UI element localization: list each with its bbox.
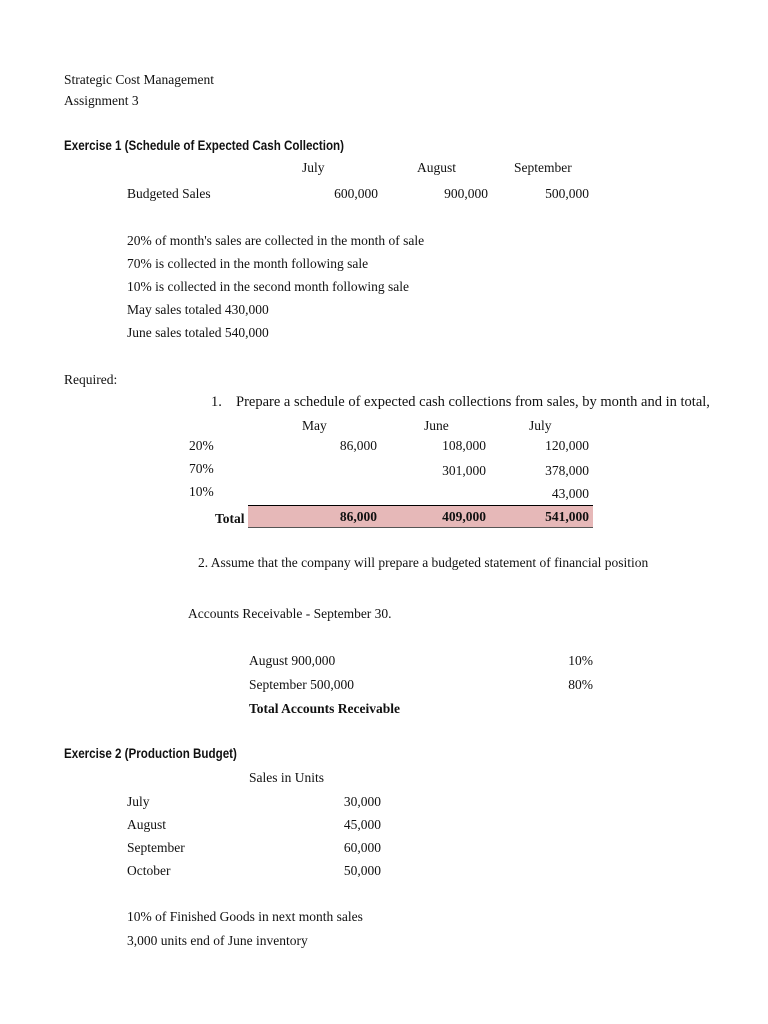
total-may: 86,000 <box>339 509 377 524</box>
sales-july: 600,000 <box>334 186 378 201</box>
assignment-title: Assignment 3 <box>64 93 139 108</box>
ar-row-percent: 10% <box>568 653 593 668</box>
question-1-number: 1. <box>211 394 222 410</box>
sales-august: 900,000 <box>444 186 488 201</box>
ar-row-label: September 500,000 <box>249 677 354 692</box>
note-line: 10% is collected in the second month following sale <box>127 279 409 294</box>
total-july: 541,000 <box>545 509 589 524</box>
units-value: 60,000 <box>343 840 381 855</box>
sales-units-header: Sales in Units <box>249 770 325 785</box>
units-value: 30,000 <box>343 794 381 809</box>
ar-row-percent: 80% <box>568 677 593 692</box>
note-line: May sales totaled 430,000 <box>127 302 269 317</box>
cell-june: 108,000 <box>442 438 486 453</box>
month-label: October <box>127 863 171 878</box>
ar-row-label: August 900,000 <box>249 653 336 668</box>
cell-july: 120,000 <box>545 438 589 453</box>
month-header-september: September <box>514 160 572 175</box>
schedule-header-june: June <box>424 418 449 433</box>
cell-may: 86,000 <box>339 438 377 453</box>
schedule-header-may: May <box>302 418 327 433</box>
cell-june: 301,000 <box>442 463 486 478</box>
cell-july: 378,000 <box>545 463 589 478</box>
question-2-text: 2. Assume that the company will prepare a budgeted statement of financial position <box>198 555 649 570</box>
total-label: Total <box>215 511 245 526</box>
row-percent: 10% <box>189 484 214 499</box>
course-title: Strategic Cost Management <box>64 72 214 87</box>
note-line: June sales totaled 540,000 <box>127 325 269 340</box>
month-label: August <box>127 817 167 832</box>
ar-total-label: Total Accounts Receivable <box>249 701 400 716</box>
sales-september: 500,000 <box>545 186 589 201</box>
required-label: Required: <box>64 372 118 387</box>
cell-july: 43,000 <box>551 486 589 501</box>
month-label: September <box>127 840 185 855</box>
question-1-text: Prepare a schedule of expected cash collections from sales, by month and in total, <box>236 394 710 410</box>
month-header-july: July <box>302 160 325 175</box>
exercise-2-title: Exercise 2 (Production Budget) <box>64 746 237 761</box>
exercise-1-title: Exercise 1 (Schedule of Expected Cash Collection) <box>64 138 345 153</box>
row-percent: 70% <box>189 461 214 476</box>
note-line: 20% of month's sales are collected in the month of sale <box>127 233 425 248</box>
units-value: 45,000 <box>343 817 381 832</box>
month-header-august: August <box>417 160 457 175</box>
ar-title: Accounts Receivable - September 30. <box>188 606 392 621</box>
units-value: 50,000 <box>343 863 381 878</box>
month-label: July <box>127 794 150 809</box>
note-line: 3,000 units end of June inventory <box>127 933 308 948</box>
budgeted-sales-label: Budgeted Sales <box>127 186 211 201</box>
note-line: 70% is collected in the month following sale <box>127 256 369 271</box>
total-june: 409,000 <box>442 509 486 524</box>
row-percent: 20% <box>189 438 214 453</box>
schedule-header-july: July <box>529 418 552 433</box>
note-line: 10% of Finished Goods in next month sales <box>127 909 363 924</box>
